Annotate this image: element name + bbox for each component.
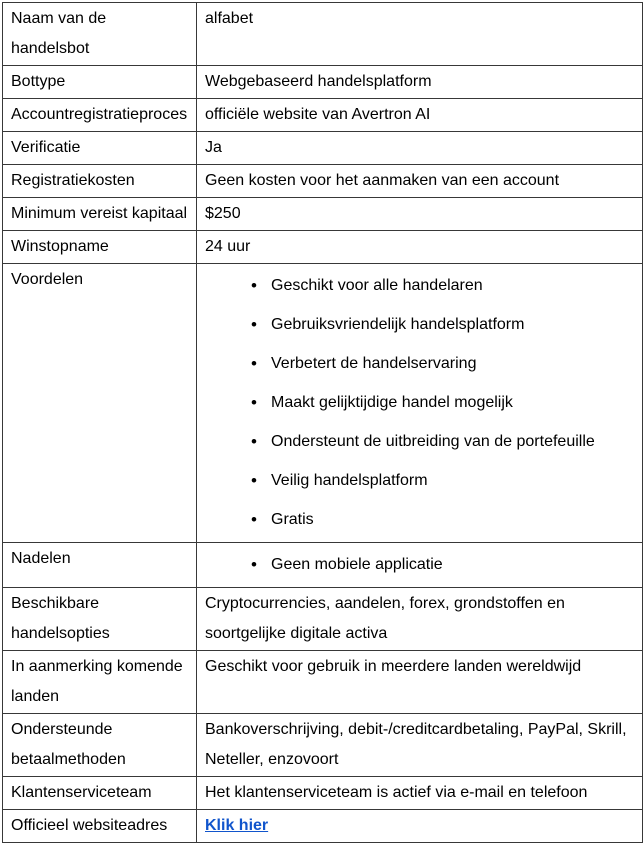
official-website-link[interactable]: Klik hier	[205, 817, 269, 834]
table-row	[3, 588, 643, 651]
bullet-item: • Geen mobiele applicatie	[271, 550, 634, 580]
table-row	[3, 99, 643, 132]
row-label: Officieel websiteadres	[3, 810, 197, 843]
table-row	[3, 198, 643, 231]
row-value: Cryptocurrencies, aandelen, forex, grondstoffen en soortgelijke digitale activa	[197, 588, 643, 651]
bullet-item: • Gebruiksvriendelijk handelsplatform	[271, 310, 634, 340]
bullet-item: • Veilig handelsplatform	[271, 466, 634, 496]
bullet-item: • Geschikt voor alle handelaren	[271, 271, 634, 301]
row-label: Registratiekosten	[3, 165, 197, 198]
table-row	[3, 810, 643, 843]
table-row	[3, 165, 643, 198]
row-label: Accountregistratieproces	[3, 99, 197, 132]
row-value	[197, 264, 643, 543]
table-row	[3, 66, 643, 99]
row-value: Webgebaseerd handelsplatform	[197, 66, 643, 99]
row-value: officiële website van Avertron AI	[197, 99, 643, 132]
bullet-item: • Maakt gelijktijdige handel mogelijk	[271, 388, 634, 418]
row-label: Winstopname	[3, 231, 197, 264]
bullet-item: • Ondersteunt de uitbreiding van de portefeuille	[271, 427, 634, 457]
row-label: Verificatie	[3, 132, 197, 165]
row-value: Ja	[197, 132, 643, 165]
row-value: alfabet	[197, 3, 643, 66]
bullet-list	[205, 550, 634, 580]
table-row	[3, 777, 643, 810]
row-label: Bottype	[3, 66, 197, 99]
bullet-list	[205, 271, 634, 535]
table-row	[3, 231, 643, 264]
bullet-item: • Verbetert de handelservaring	[271, 349, 634, 379]
table-row	[3, 3, 643, 66]
row-value: 24 uur	[197, 231, 643, 264]
row-label: Beschikbare handelsopties	[3, 588, 197, 651]
row-value: Geschikt voor gebruik in meerdere landen wereldwijd	[197, 651, 643, 714]
row-label: In aanmerking komende landen	[3, 651, 197, 714]
row-value: Het klantenserviceteam is actief via e-mail en telefoon	[197, 777, 643, 810]
row-value	[197, 543, 643, 588]
table-row	[3, 543, 643, 588]
table-row	[3, 132, 643, 165]
row-value: Bankoverschrijving, debit-/creditcardbetaling, PayPal, Skrill, Neteller, enzovoort	[197, 714, 643, 777]
table-row	[3, 714, 643, 777]
row-label: Voordelen	[3, 264, 197, 543]
trading-bot-review-table	[2, 2, 643, 843]
row-label: Naam van de handelsbot	[3, 3, 197, 66]
row-label: Ondersteunde betaalmethoden	[3, 714, 197, 777]
row-value: Geen kosten voor het aanmaken van een account	[197, 165, 643, 198]
row-value	[197, 810, 643, 843]
bullet-item: • Gratis	[271, 505, 634, 535]
row-label: Minimum vereist kapitaal	[3, 198, 197, 231]
row-value: $250	[197, 198, 643, 231]
table-row	[3, 651, 643, 714]
table-body	[3, 3, 643, 843]
table-row	[3, 264, 643, 543]
row-label: Klantenserviceteam	[3, 777, 197, 810]
row-label: Nadelen	[3, 543, 197, 588]
